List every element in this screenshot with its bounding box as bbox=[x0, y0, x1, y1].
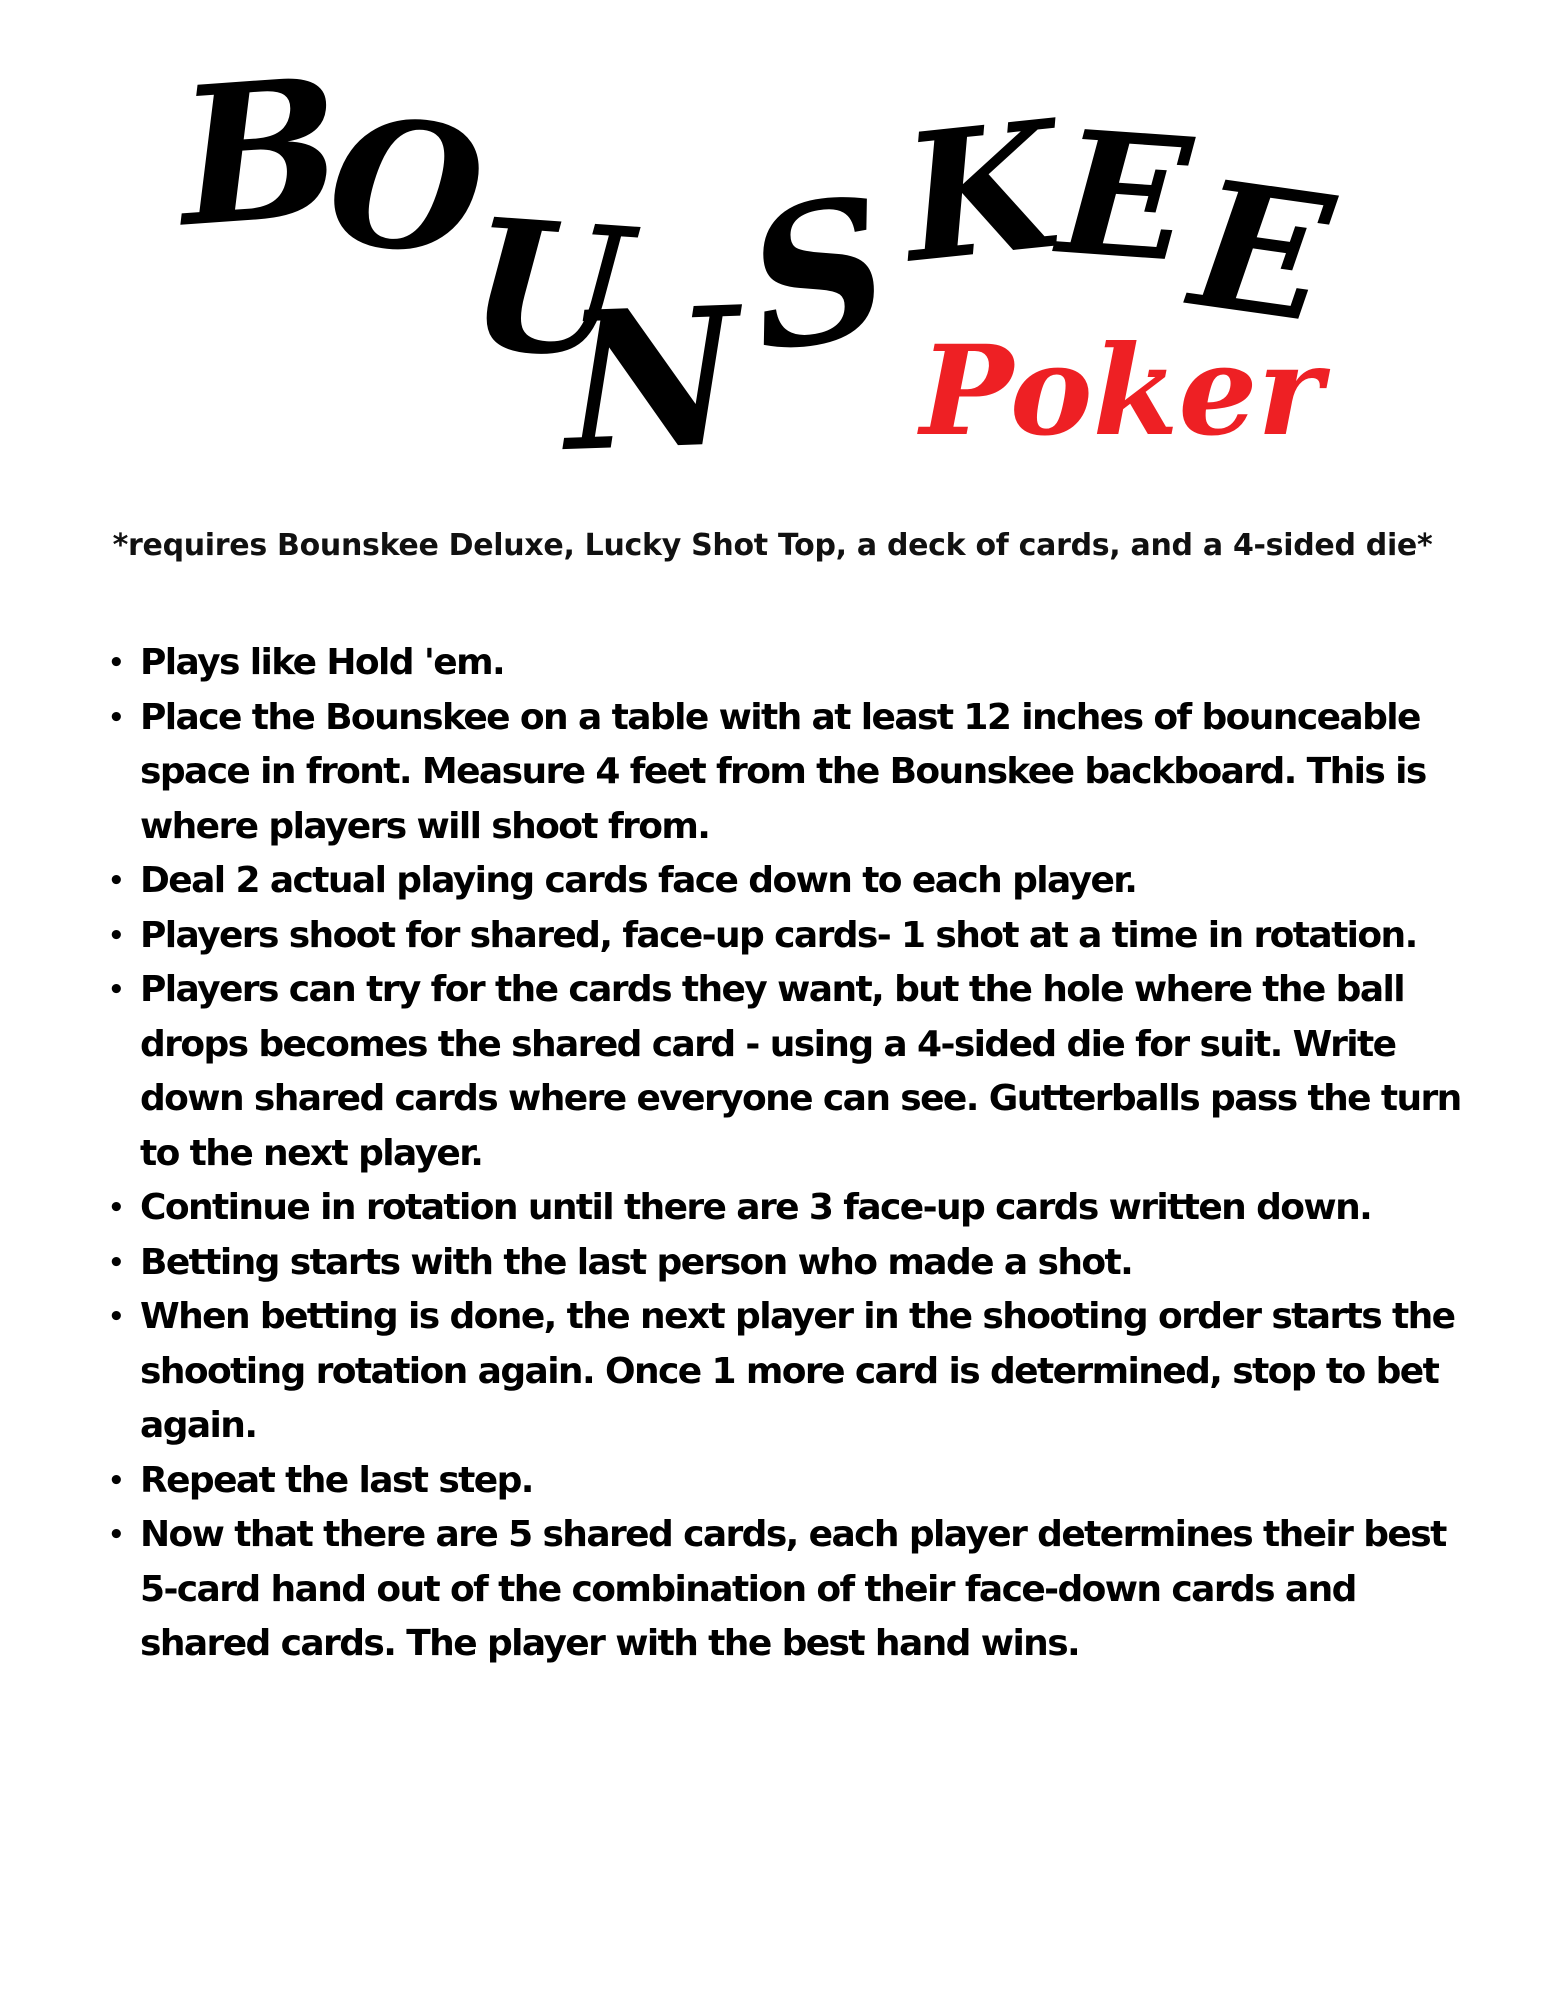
list-item bbox=[98, 691, 1468, 855]
logo-letter: E bbox=[1181, 141, 1343, 364]
logo-letter: S bbox=[731, 152, 906, 397]
logo-letter: E bbox=[1053, 92, 1197, 302]
bullet-icon: • bbox=[108, 1247, 124, 1278]
list-item bbox=[98, 1508, 1468, 1672]
bullet-icon: • bbox=[108, 1302, 124, 1332]
rule-text: Place the Bounskee on a table with at least 12 inches of bounceable space in front. Measure 4 feet from the Bounskee backboard. This is where players will shoot from. bbox=[140, 696, 1426, 847]
logo-letter: N bbox=[561, 265, 743, 494]
bullet-icon: • bbox=[108, 702, 124, 733]
logo-subtitle: Poker bbox=[920, 319, 1323, 464]
list-item bbox=[98, 909, 1468, 964]
bullet-icon: • bbox=[108, 648, 124, 678]
rule-text: Repeat the last step. bbox=[140, 1459, 533, 1501]
bullet-icon: • bbox=[108, 1520, 124, 1550]
bullet-icon: • bbox=[108, 920, 124, 951]
rule-text: Continue in rotation until there are 3 face-up cards written down. bbox=[140, 1187, 1372, 1228]
requirements-note: *requires Bounskee Deluxe, Lucky Shot Top, a deck of cards, and a 4-sided die* bbox=[112, 528, 1433, 563]
rule-text: Plays like Hold 'em. bbox=[140, 642, 505, 683]
rule-text: When betting is done, the next player in the shooting order starts the shooting rotation again. Once 1 more card is determined, stop to bet again. bbox=[140, 1296, 1455, 1446]
logo-letter: O bbox=[319, 77, 493, 298]
rule-text: Betting starts with the last person who made a shot. bbox=[140, 1241, 1133, 1283]
bullet-icon: • bbox=[108, 975, 124, 1005]
list-item bbox=[98, 636, 1468, 691]
logo-letter: U bbox=[462, 178, 635, 401]
list-item bbox=[98, 963, 1468, 1181]
bullet-icon: • bbox=[108, 1193, 124, 1223]
logo-letter: K bbox=[894, 82, 1068, 303]
rule-text: Deal 2 actual playing cards face down to each player. bbox=[140, 860, 1137, 901]
bounskee-logo bbox=[0, 0, 1545, 494]
rule-text: Players shoot for shared, face-up cards- 1 shot at a time in rotation. bbox=[140, 914, 1417, 956]
list-item bbox=[98, 854, 1468, 909]
bullet-icon: • bbox=[108, 866, 124, 896]
list-item bbox=[98, 1454, 1468, 1509]
rule-text: Players can try for the cards they want, but the hole where the ball drops becomes the shared card - using a 4-sided die for suit. Write down shared cards where everyone can see. Gutterballs pass the turn to the next player. bbox=[140, 969, 1461, 1174]
list-item bbox=[98, 1236, 1468, 1291]
rules-list bbox=[98, 636, 1468, 1672]
rule-text: Now that there are 5 shared cards, each player determines their best 5-card hand out of the combination of their face-down cards and shared cards. The player with the best hand wins. bbox=[140, 1514, 1446, 1664]
logo-letter: B bbox=[172, 35, 349, 270]
bullet-icon: • bbox=[108, 1465, 124, 1496]
list-item bbox=[98, 1181, 1468, 1236]
list-item bbox=[98, 1290, 1468, 1454]
